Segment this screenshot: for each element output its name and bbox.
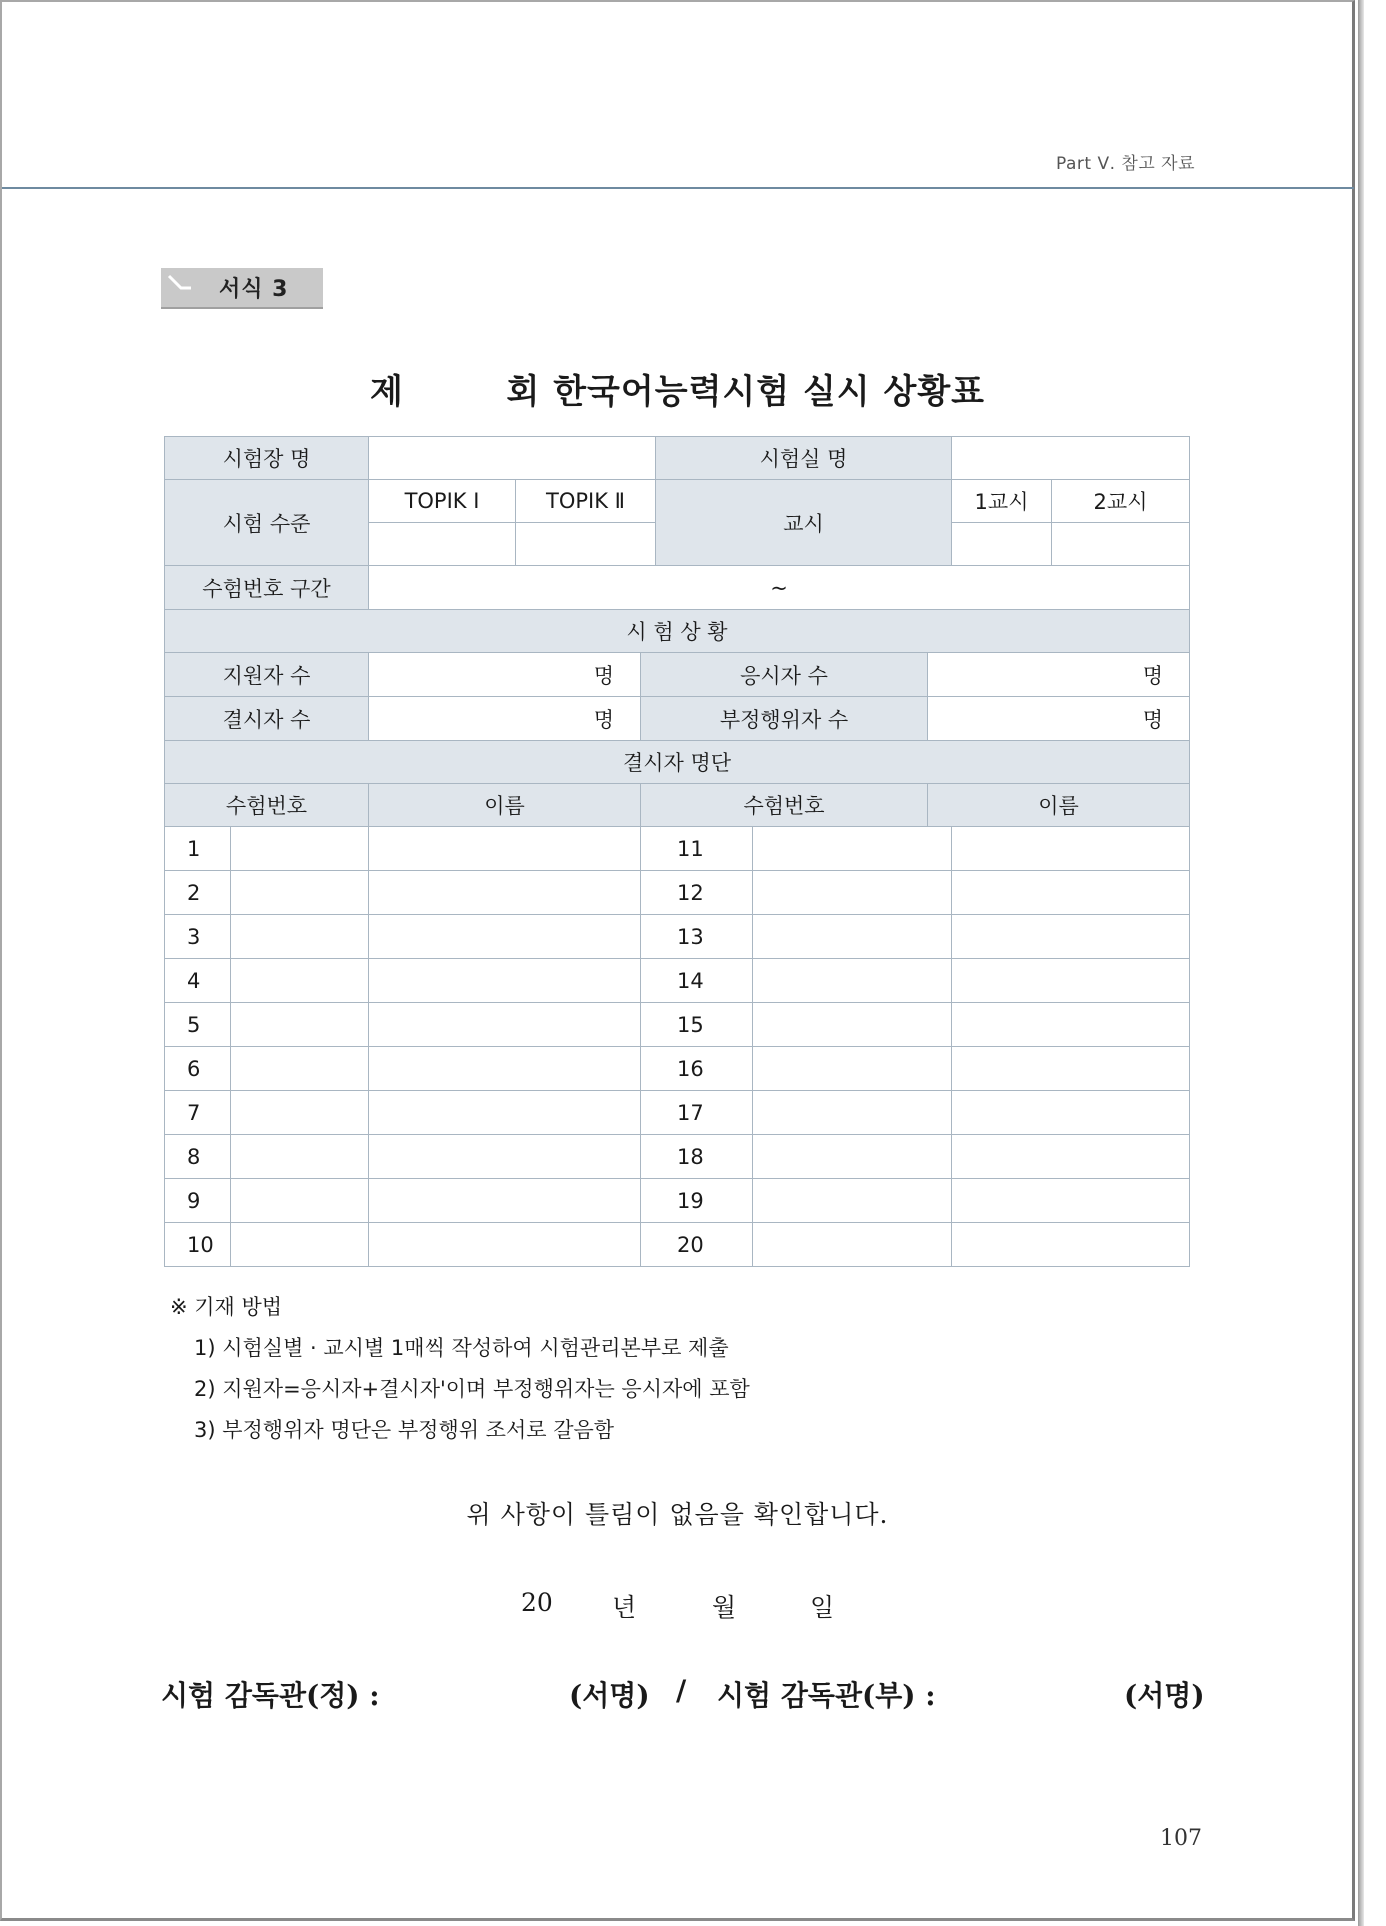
level-label: 시험 수준 xyxy=(165,480,369,566)
exam-no-right-cell[interactable] xyxy=(753,827,952,871)
exam-no-left-cell[interactable] xyxy=(231,871,369,915)
absentee-row xyxy=(165,915,1190,959)
absentee-row xyxy=(165,1135,1190,1179)
absentee-row xyxy=(165,1003,1190,1047)
name-left-cell[interactable] xyxy=(369,871,641,915)
absentee-row xyxy=(165,827,1190,871)
name-left-cell[interactable] xyxy=(369,827,641,871)
absentee-list-header: 결시자 명단 xyxy=(165,741,1190,784)
exam-no-left-cell[interactable] xyxy=(231,1003,369,1047)
period1-label: 1교시 xyxy=(952,480,1052,523)
topik2-value[interactable] xyxy=(516,523,656,566)
name-left-cell[interactable] xyxy=(369,915,641,959)
range-value[interactable]: ~ xyxy=(369,566,1190,610)
row-number-left: 1 xyxy=(165,827,231,871)
name-left-cell[interactable] xyxy=(369,1223,641,1267)
exam-no-right-cell[interactable] xyxy=(753,1091,952,1135)
row-number-left: 6 xyxy=(165,1047,231,1091)
room-label: 시험실 명 xyxy=(656,437,952,480)
exam-no-right-cell[interactable] xyxy=(753,1179,952,1223)
form-tag-corner-icon xyxy=(167,274,191,298)
chief-proctor-label: 시험 감독관(정) : xyxy=(161,1679,380,1712)
name-right-cell[interactable] xyxy=(952,1047,1190,1091)
status-header: 시 험 상 황 xyxy=(165,610,1190,653)
absentee-row xyxy=(165,1047,1190,1091)
venue-value[interactable] xyxy=(369,437,656,480)
form-tag xyxy=(161,268,323,309)
absentee-row xyxy=(165,871,1190,915)
row-number-left: 7 xyxy=(165,1091,231,1135)
row-number-right: 18 xyxy=(641,1135,753,1179)
row-number-right: 14 xyxy=(641,959,753,1003)
row-number-left: 5 xyxy=(165,1003,231,1047)
row-number-right: 11 xyxy=(641,827,753,871)
exam-no-right-cell[interactable] xyxy=(753,959,952,1003)
chief-signature-label[interactable]: (서명) xyxy=(569,1679,650,1712)
range-label: 수험번호 구간 xyxy=(165,566,369,610)
absentees-value[interactable]: 명 xyxy=(369,697,641,741)
name-right-cell[interactable] xyxy=(952,959,1190,1003)
row-number-right: 12 xyxy=(641,871,753,915)
absentee-row xyxy=(165,959,1190,1003)
running-head: Part Ⅴ. 참고 자료 xyxy=(1056,154,1195,174)
cheaters-value[interactable]: 명 xyxy=(928,697,1190,741)
cheaters-label: 부정행위자 수 xyxy=(641,697,928,741)
row-number-right: 16 xyxy=(641,1047,753,1091)
exam-no-right-cell[interactable] xyxy=(753,871,952,915)
date-year-label: 년 xyxy=(612,1593,637,1622)
topik1-label: TOPIK Ⅰ xyxy=(369,480,516,523)
name-right-cell[interactable] xyxy=(952,827,1190,871)
row-number-left: 9 xyxy=(165,1179,231,1223)
absentee-row xyxy=(165,1091,1190,1135)
exam-no-left-cell[interactable] xyxy=(231,959,369,1003)
confirmation-statement: 위 사항이 틀림이 없음을 확인합니다. xyxy=(466,1500,889,1529)
absentee-rows xyxy=(165,827,1190,1267)
note-item-3: 3) 부정행위자 명단은 부정행위 조서로 갈음함 xyxy=(194,1418,615,1442)
signature-divider: / xyxy=(676,1674,687,1707)
row-number-right: 15 xyxy=(641,1003,753,1047)
name-right-cell[interactable] xyxy=(952,915,1190,959)
absentee-row xyxy=(165,1223,1190,1267)
room-value[interactable] xyxy=(952,437,1190,480)
page-number: 107 xyxy=(1160,1826,1202,1851)
deputy-proctor-label: 시험 감독관(부) : xyxy=(717,1679,936,1712)
exam-no-left-cell[interactable] xyxy=(231,915,369,959)
name-right-cell[interactable] xyxy=(952,1091,1190,1135)
note-item-2: 2) 지원자=응시자+결시자'이며 부정행위자는 응시자에 포함 xyxy=(194,1377,750,1401)
period1-value[interactable] xyxy=(952,523,1052,566)
topik2-label: TOPIK Ⅱ xyxy=(516,480,656,523)
row-number-right: 17 xyxy=(641,1091,753,1135)
row-number-right: 20 xyxy=(641,1223,753,1267)
exam-no-right-cell[interactable] xyxy=(753,915,952,959)
date-day-label: 일 xyxy=(810,1593,835,1622)
exam-no-right-cell[interactable] xyxy=(753,1047,952,1091)
topik1-value[interactable] xyxy=(369,523,516,566)
row-number-right: 13 xyxy=(641,915,753,959)
applicants-value[interactable]: 명 xyxy=(369,653,641,697)
row-number-right: 19 xyxy=(641,1179,753,1223)
applicants-label: 지원자 수 xyxy=(165,653,369,697)
exam-no-right-cell[interactable] xyxy=(753,1135,952,1179)
note-item-1: 1) 시험실별 · 교시별 1매씩 작성하여 시험관리본부로 제출 xyxy=(194,1336,729,1360)
row-number-left: 2 xyxy=(165,871,231,915)
row-number-left: 8 xyxy=(165,1135,231,1179)
venue-label: 시험장 명 xyxy=(165,437,369,480)
notes xyxy=(170,1287,750,1451)
deputy-signature-label[interactable]: (서명) xyxy=(1124,1679,1205,1712)
notes-title: ※ 기재 방법 xyxy=(170,1295,283,1319)
exam-no-left-cell[interactable] xyxy=(231,1091,369,1135)
name-right-cell[interactable] xyxy=(952,1179,1190,1223)
name-left-cell[interactable] xyxy=(369,959,641,1003)
exam-no-left-cell[interactable] xyxy=(231,1179,369,1223)
date-year-prefix: 20 xyxy=(521,1588,553,1617)
exam-no-left-cell[interactable] xyxy=(231,1135,369,1179)
takers-label: 응시자 수 xyxy=(641,653,928,697)
exam-no-left-cell[interactable] xyxy=(231,827,369,871)
date-month-label: 월 xyxy=(712,1593,737,1622)
page-shadow xyxy=(1358,0,1364,1926)
col-exam-no-right: 수험번호 xyxy=(641,784,928,827)
name-right-cell[interactable] xyxy=(952,1135,1190,1179)
col-exam-no-left: 수험번호 xyxy=(165,784,369,827)
name-right-cell[interactable] xyxy=(952,1223,1190,1267)
exam-no-left-cell[interactable] xyxy=(231,1223,369,1267)
form-tag-label: 서식 3 xyxy=(219,277,289,302)
col-name-right: 이름 xyxy=(928,784,1190,827)
takers-value[interactable]: 명 xyxy=(928,653,1190,697)
absentees-label: 결시자 수 xyxy=(165,697,369,741)
name-left-cell[interactable] xyxy=(369,1047,641,1091)
exam-no-left-cell[interactable] xyxy=(231,1047,369,1091)
name-left-cell[interactable] xyxy=(369,1179,641,1223)
period2-label: 2교시 xyxy=(1052,480,1190,523)
document-title: 제 회 한국어능력시험 실시 상황표 xyxy=(369,372,986,412)
name-right-cell[interactable] xyxy=(952,1003,1190,1047)
exam-status-table xyxy=(164,436,1190,1267)
row-number-left: 4 xyxy=(165,959,231,1003)
row-number-left: 3 xyxy=(165,915,231,959)
col-name-left: 이름 xyxy=(369,784,641,827)
header-rule xyxy=(2,187,1354,189)
name-left-cell[interactable] xyxy=(369,1003,641,1047)
name-right-cell[interactable] xyxy=(952,871,1190,915)
absentee-row xyxy=(165,1179,1190,1223)
exam-no-right-cell[interactable] xyxy=(753,1003,952,1047)
row-number-left: 10 xyxy=(165,1223,231,1267)
name-left-cell[interactable] xyxy=(369,1091,641,1135)
period-label: 교시 xyxy=(656,480,952,566)
exam-no-right-cell[interactable] xyxy=(753,1223,952,1267)
period2-value[interactable] xyxy=(1052,523,1190,566)
name-left-cell[interactable] xyxy=(369,1135,641,1179)
